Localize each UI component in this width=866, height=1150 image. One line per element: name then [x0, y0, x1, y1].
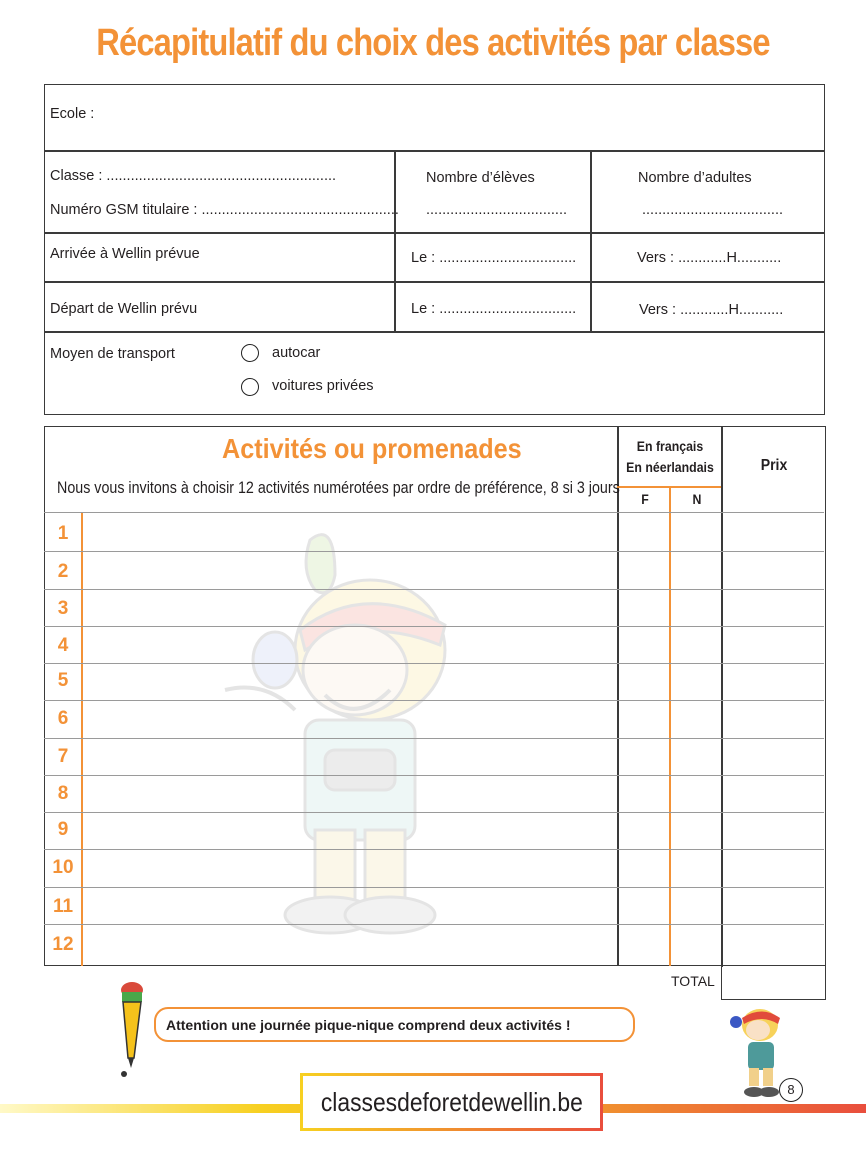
nb-eleves-field[interactable]: ...................................	[426, 202, 567, 218]
table-row-number: 7	[57, 746, 69, 767]
activity-input-cell[interactable]	[83, 628, 616, 662]
pencil-icon	[112, 980, 152, 1080]
activity-input-cell[interactable]	[83, 777, 616, 811]
arrivee-date-field[interactable]: Le : ..................................	[411, 250, 577, 266]
picnic-notice-text: Attention une journée pique-nique comprend deux activités !	[166, 1017, 571, 1033]
activity-input-cell[interactable]	[83, 591, 616, 625]
depart-time-field[interactable]: Vers : ............H...........	[639, 302, 784, 318]
ecole-label: Ecole :	[50, 106, 95, 122]
classe-field[interactable]: Classe : .........................................................	[50, 168, 337, 184]
col-prix-header: Prix	[760, 457, 788, 474]
table-row-number: 4	[57, 635, 69, 656]
table-row-number: 2	[57, 561, 69, 582]
lang-header-fr: En français	[636, 438, 704, 454]
table-row-number: 6	[57, 708, 69, 729]
nb-adultes-field[interactable]: ...................................	[642, 202, 783, 218]
website-link[interactable]	[300, 1073, 603, 1131]
table-row-number: 10	[52, 857, 74, 878]
table-row-number: 8	[57, 783, 69, 804]
gsm-field[interactable]: Numéro GSM titulaire : .................................................	[50, 202, 399, 218]
radio-autocar[interactable]	[241, 344, 259, 362]
nb-adultes-label: Nombre d’adultes	[638, 170, 752, 186]
website-text: classesdeforetdewellin.be	[320, 1087, 583, 1117]
total-field[interactable]	[721, 965, 826, 1000]
nb-eleves-label: Nombre d’élèves	[426, 170, 535, 186]
page-title: Récapitulatif du choix des activités par classe	[96, 22, 770, 64]
activity-input-cell[interactable]	[83, 889, 616, 923]
activity-input-cell[interactable]	[83, 514, 616, 550]
activity-input-cell[interactable]	[83, 926, 616, 965]
depart-label: Départ de Wellin prévu	[50, 301, 198, 317]
table-row-number: 11	[52, 896, 74, 917]
table-row-number: 1	[57, 523, 69, 544]
radio-voitures[interactable]	[241, 378, 259, 396]
transport-label: Moyen de transport	[50, 346, 175, 362]
table-row-number: 3	[57, 598, 69, 619]
depart-date-field[interactable]: Le : ..................................	[411, 301, 577, 317]
lang-header-nl: En néerlandais	[626, 459, 714, 475]
activities-title: Activités ou promenades	[222, 433, 522, 464]
picnic-notice	[154, 1007, 635, 1042]
activity-input-cell[interactable]	[83, 665, 616, 699]
voitures-label: voitures privées	[272, 378, 374, 394]
activity-input-cell[interactable]	[83, 851, 616, 886]
page-number	[779, 1078, 803, 1102]
table-row-number: 12	[52, 934, 74, 955]
table-row-number: 5	[57, 670, 69, 691]
table-row-number: 9	[57, 819, 69, 840]
activities-subtitle: Nous vous invitons à choisir 12 activités numérotées par ordre de préférence, 8 si 3 jours	[57, 478, 620, 497]
activity-input-cell[interactable]	[83, 553, 616, 588]
activity-input-cell[interactable]	[83, 740, 616, 774]
col-n-header: N	[692, 491, 702, 507]
col-f-header: F	[641, 491, 649, 507]
page-number-text: 8	[787, 1082, 795, 1097]
arrivee-time-field[interactable]: Vers : ............H...........	[637, 250, 782, 266]
total-label: TOTAL	[671, 973, 715, 989]
activity-input-cell[interactable]	[83, 814, 616, 848]
activity-input-cell[interactable]	[83, 702, 616, 737]
arrivee-label: Arrivée à Wellin prévue	[50, 246, 200, 262]
autocar-label: autocar	[272, 345, 321, 361]
